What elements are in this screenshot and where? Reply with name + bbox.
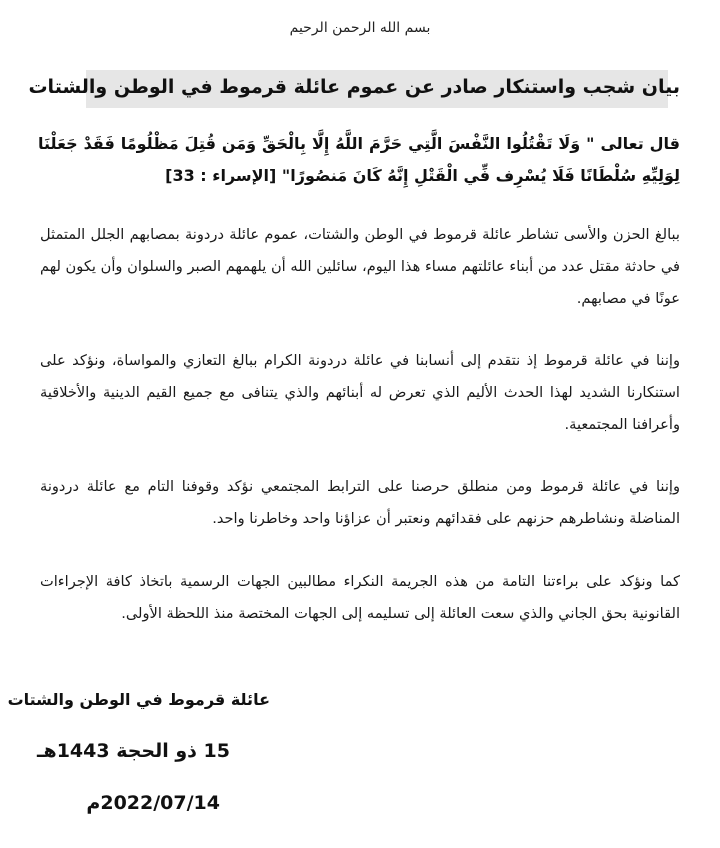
signature-family: عائلة قرموط في الوطن والشتات	[7, 690, 270, 709]
signature-gregorian-date: 2022/07/14م	[86, 792, 220, 814]
quran-verse: قال تعالى " وَلَا تَقْتُلُوا النَّفْسَ الَّتِي حَرَّمَ اللَّهُ إِلَّا بِالْحَقِّ وَمَن قُتِلَ مَظْلُومًا فَقَدْ جَعَلْنَا لِوَلِيِّهِ سُلْطَانًا فَلَا يُسْرِف فِّي الْقَتْلِ إِنَّهُ كَانَ مَنصُورًا" [الإسراء : 33]	[38, 134, 680, 185]
paragraph-innocence: كما ونؤكد على براءتنا التامة من هذه الجريمة النكراء مطالبين الجهات الرسمية باتخاذ كافة الإجراءات القانونية بحق الجاني والذي سعت العائلة إلى تسليمه إلى الجهات المختصة منذ اللحظة الأولى.	[40, 573, 680, 622]
statement-title: بيان شجب واستنكار صادر عن عموم عائلة قرموط في الوطن والشتات	[28, 76, 680, 98]
signature-hijri-date: 15 ذو الحجة 1443هـ	[37, 740, 230, 762]
paragraph-condolence: ببالغ الحزن والأسى تشاطر عائلة قرموط في الوطن والشتات، عموم عائلة دردونة بمصابهم الجلل المتمثل في حادثة مقتل عدد من أبناء عائلتهم مساء هذا اليوم، سائلين الله أن يلهمهم الصبر والسلوان وأن يكون لهم عونًا في مصابهم.	[40, 226, 680, 307]
basmala: بسم الله الرحمن الرحيم	[289, 20, 431, 36]
paragraph-solidarity: وإننا في عائلة قرموط ومن منطلق حرصنا على الترابط المجتمعي نؤكد وقوفنا التام مع عائلة دردونة المناضلة ونشاطرهم حزنهم على فقدائهم ونعتبر أن عزاؤنا واحد وخاطرنا واحد.	[40, 478, 680, 527]
paragraph-denunciation: وإننا في عائلة قرموط إذ نتقدم إلى أنسابنا في عائلة دردونة الكرام ببالغ التعازي والمواساة، ونؤكد على استنكارنا الشديد لهذا الحدث الأليم الذي تعرض له أبنائهم والذي يتنافى مع جميع القيم الدينية والأخلاقية وأعرافنا المجتمعية.	[40, 352, 680, 433]
